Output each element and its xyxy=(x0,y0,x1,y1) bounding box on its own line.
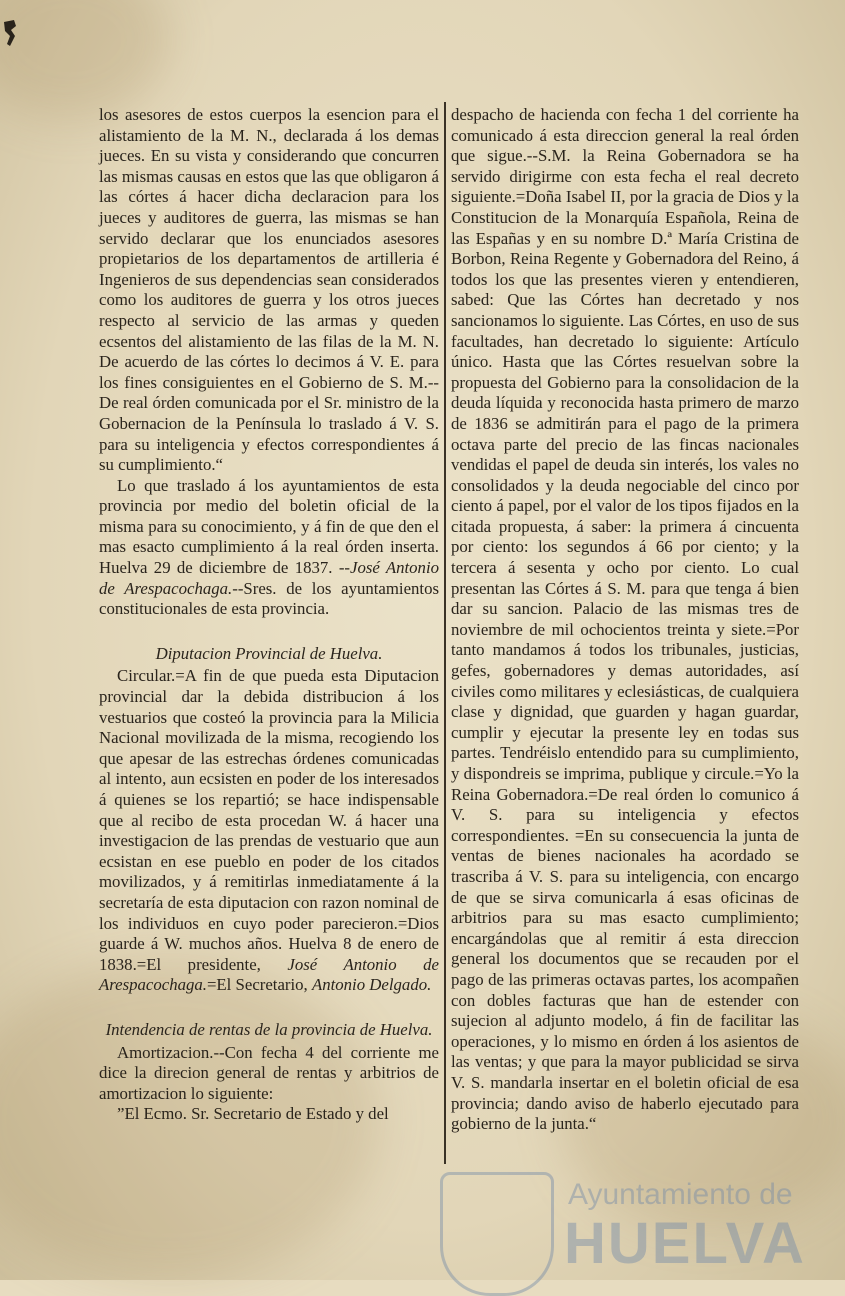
section-heading: Intendencia de rentas de la provincia de Huelva. xyxy=(105,1019,433,1039)
column-divider xyxy=(444,102,446,1164)
paragraph: Amortizacion.--Con fecha 4 del corriente me dice la direcion general de rentas y arbitrios de amortizacion lo siguiente: xyxy=(99,1042,439,1103)
paper-stain xyxy=(0,0,170,120)
paragraph-text: Lo que traslado á los ayuntamientos de esta provincia por medio del boletin oficial de la misma para su conocimiento, y á fin de que den el mas esacto cumplimiento á la real órden inserta. Huelva 29 de diciembre de 1837. xyxy=(99,475,439,578)
signature-name: --José Antonio de Arespacochaga. xyxy=(99,558,439,598)
paragraph xyxy=(99,666,439,996)
paragraph-text: Circular.=A fin de que pueda esta Diputacion provincial dar la debida distribucion á los vestuarios que costeó la provincia para la Milicia Nacional movilizada de la misma, recogiendo los que apesar de las estrechas órdenes comunicadas al intento, aun ecsisten en poder de los interesados á quienes se los repartió; se hace indispensable que al recibo de esta procedan W. á hacer una investigacion de las prendas de vestuario que aun ecsistan en ese pueblo en poder de los citados movilizados, y á remitirlas inmediatamente á la secretaría de esta diputacion con razon nominal de los individuos en cuyo poder parecieron.=Dios guarde á W. muchos años. Huelva 8 de enero de 1838.=El presidente, xyxy=(99,666,439,974)
paragraph xyxy=(99,476,439,620)
paragraph-text: --Sres. de los ayuntamientos constitucionales de esta provincia. xyxy=(99,578,439,619)
ink-blot-mark xyxy=(2,18,18,48)
paragraph-text: =El Secretario, xyxy=(206,975,308,995)
secretary-name: Antonio Delgado. xyxy=(311,975,432,995)
right-column xyxy=(451,105,799,1135)
paragraph: los asesores de estos cuerpos la esencion para el alistamiento de la M. N., declarada á los demas jueces. En su vista y considerando que concurren las mismas causas en estos que las que obligaron á las córtes á hacer dicha declaracion para los jueces y auditores de guerra, las mismas se han servido declarar que los enunciados asesores propietarios de los departamentos de artilleria é Ingenieros de sus dependencias sean considerados como los auditores de guerra y los otros jueces respecto al servicio de las armas y queden ecsentos del alistamiento de las filas de la M. N. De acuerdo de las córtes lo decimos á V. E. para los fines consiguientes en el Gobierno de S. M.--De real órden comunicada por el Sr. ministro de la Gobernacion de la Península lo traslado á V. S. para su inteligencia y efectos correspondientes á su cumplimiento.“ xyxy=(99,105,439,475)
coat-of-arms-icon xyxy=(440,1172,554,1296)
president-name: José Antonio de Arespacochaga. xyxy=(99,954,439,995)
left-column xyxy=(99,105,439,1125)
section-heading: Diputacion Provincial de Huelva. xyxy=(155,643,383,663)
watermark-text: Ayuntamiento de xyxy=(568,1178,793,1211)
watermark xyxy=(440,1160,806,1280)
paragraph: ”El Ecmo. Sr. Secretario de Estado y del xyxy=(117,1104,389,1124)
paragraph: despacho de hacienda con fecha 1 del corriente ha comunicado á esta direccion general la real órden que sigue.--S.M. la Reina Gobernadora se ha servido dirigirme con esta fecha el real decreto siguiente.=Doña Isabel II, por la gracia de Dios y la Constitucion de la Monarquía Española, Reina de las Españas y en su nombre D.ª María Cristina de Borbon, Reina Regente y Gobernadora del Reino, á todos los que las presentes vieren y entendieren, sabed: Que las Córtes han decretado y nos sancionamos lo siguiente. Las Córtes, en uso de sus facultades, han decretado lo siguiente: Artículo único. Hasta que las Córtes resuelvan sobre la propuesta del Gobierno para la consolidacion de la deuda líquida y reconocida hasta primero de marzo de 1836 se admitirán para el pago de la primera octava parte del precio de las fincas nacionales vendidas el papel de deuda sin interés, los vales no consolidados y la deuda negociable del cinco por ciento á papel, por el valor de los tipos fijados en la citada propuesta, á saber: la primera á cincuenta por ciento: los segundos á 66 por ciento; y la tercera á sesenta y ocho por ciento. Lo cual presentan las Córtes á S. M. para que tenga á bien dar su sancion. Palacio de las mismas tres de noviembre de mil ochocientos treinta y siete.=Por tanto mandamos á todos los tribunales, justicias, gefes, gobernadores y demas autoridades, así civiles como militares y eclesiásticas, de cualquiera clase y dignidad, que guarden y hagan guardar, cumplir y ejecutar la presente ley en todas sus partes. Tendréislo entendido para su cumplimiento, y dispondreis se imprima, publique y circule.=Yo la Reina Gobernadora.=De real órden lo comunico á V. S. para su inteligencia y efectos correspondientes. =En su consecuencia la junta de ventas de bienes nacionales ha acordado se trascriba á V. S. para su inteligencia, con encargo de que se sirva comunicarla á esas oficinas de arbitrios para su mas esacto cumplimiento; encargándolas que al remitir á esta direccion general los documentos que se recauden por el pago de las primeras octavas partes, los acompañen con dobles facturas que han de estender con sujecion al adjunto modelo, á fin de facilitar las operaciones, y lo mismo en órden á los asientos de las ventas; y que para la mayor publicidad se sirva V. S. mandarla insertar en el boletin oficial de esa provincia; dando aviso de haberlo ejecutado para gobierno de la junta.“ xyxy=(451,105,799,1134)
watermark-text: HUELVA xyxy=(564,1211,806,1276)
